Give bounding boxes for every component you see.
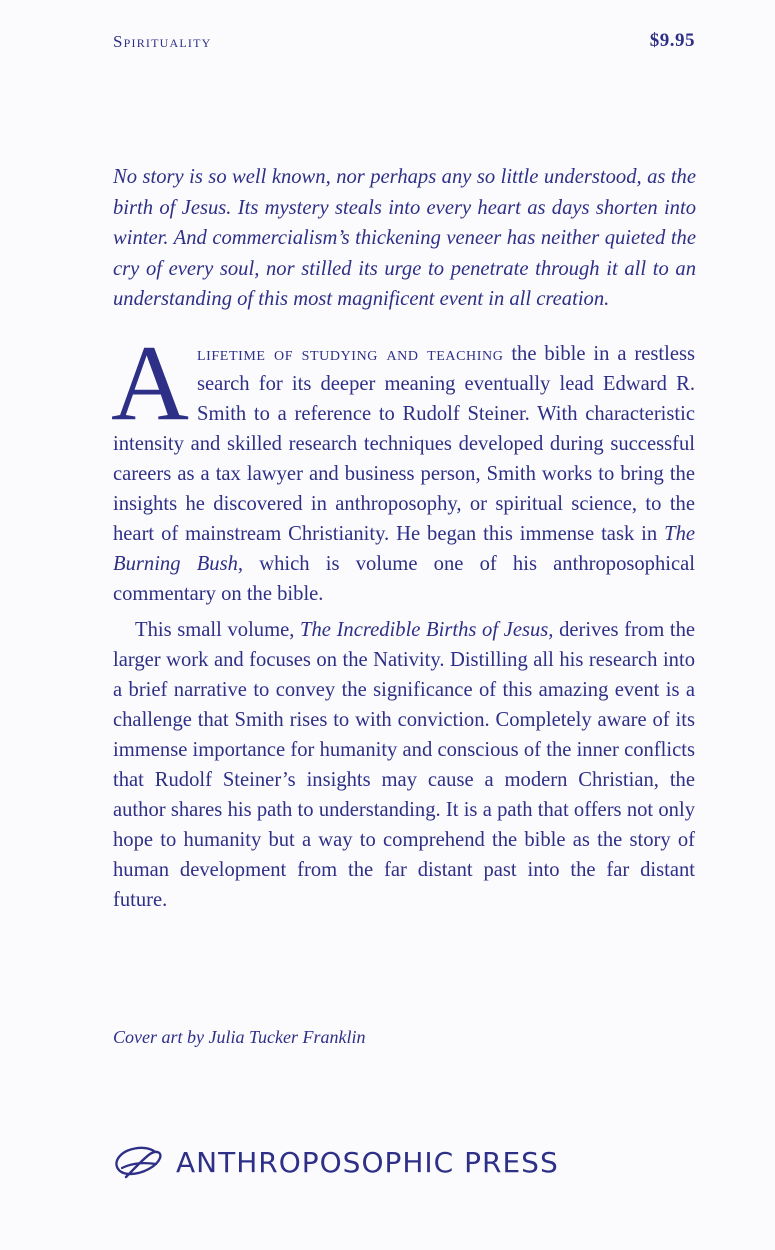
paragraph-2-text-b: derives from the larger work and focuses on the Nativity. Distilling all his research into a brief narrative to convey the significance of this amazing event is a challenge that Smith rises to with conviction. Completely aware of its immense importance for humanity and conscious of the inner conflicts that Rudolf Steiner’s insights may cause a modern Christian, the author shares his path to understanding. It is a path that offers not only hope to humanity but a way to comprehend the bible as the story of human development from the far distant past into the far distant future. (113, 619, 696, 911)
paragraph-1-text-b: which is volume one of his anthroposophical commentary on the bible. (113, 553, 695, 605)
description-paragraph-1 (111, 324, 695, 609)
intro-paragraph: No story is so well known, nor perhaps any so little understood, as the birth of Jesus. Its mystery steals into every heart as days shorten into winter. And commercialism’s thickening veneer has neither quieted the cry of every soul, nor stilled its urge to penetrate through it all to an understanding of this most magnificent event in all creation. (113, 166, 696, 310)
lead-in-smallcaps: lifetime of studying and teaching (197, 343, 504, 365)
description-body (111, 324, 696, 915)
book-title-incredible-births: The Incredible Births of Jesus, (300, 619, 554, 641)
drop-cap: A (111, 324, 189, 443)
category-label: Spirituality (113, 32, 212, 51)
paragraph-1-text-a: the bible in a restless search for its deeper meaning eventually lead Edward R. Smith to a reference to Rudolf Steiner. With characteristic intensity and skilled research techniques developed during successful careers as a tax lawyer and business person, Smith works to bring the insights he discovered in anthroposophy, or spiritual science, to the heart of mainstream Christianity. He began this immense task in (113, 343, 695, 545)
cover-art-credit: Cover art by Julia Tucker Franklin (113, 1027, 366, 1047)
price-label: $9.95 (649, 30, 695, 51)
publisher-name: ANTHROPOSOPHIC PRESS (176, 1145, 559, 1179)
publisher-imprint (110, 1142, 559, 1182)
description-paragraph-2 (113, 615, 695, 915)
book-title-burning-bush: The Burning Bush, (113, 523, 695, 575)
paragraph-2-text-a: This small volume, (135, 619, 301, 641)
ampersand-swirl-logo-icon (110, 1142, 166, 1182)
